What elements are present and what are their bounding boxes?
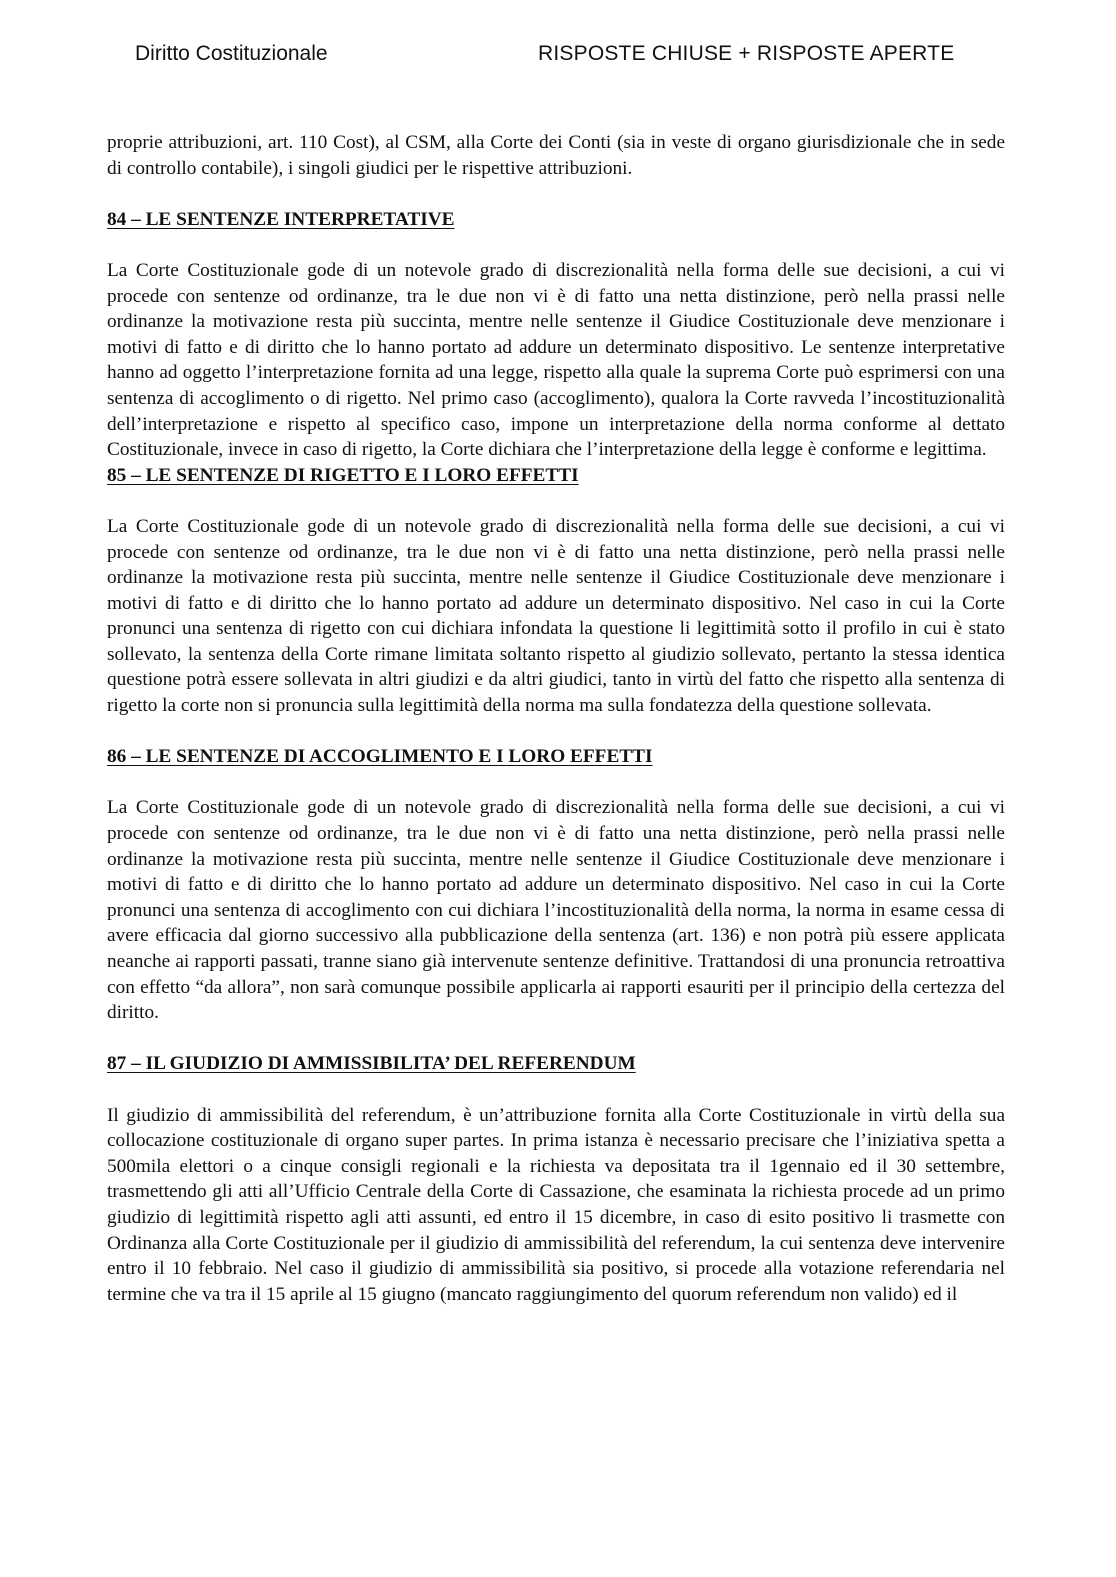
section-85-body: La Corte Costituzionale gode di un notevole grado di discrezionalità nella forma delle sue decisioni, a cui vi procede con sentenze od ordinanze, tra le due non vi è di fatto una netta distinzione, però nella prassi nelle ordinanze la motivazione resta più succinta, mentre nelle sentenze il Giudice Costituzionale deve menzionare i motivi di fatto e di diritto che lo hanno portato ad addure un determinato dispositivo. Nel caso in cui la Corte pronunci una sentenza di rigetto con cui dichiara infondata la questione li legittimità sotto il profilo in cui è stato sollevato, la sentenza della Corte rimane limitata soltanto rispetto al giudizio sollevato, pertanto la stessa identica questione potrà essere sollevata in altri giudizi e da altri giudici, tanto in virtù del fatto che rispetto alla sentenza di rigetto la corte non si pronuncia sulla legittimità della norma ma sulla fondatezza della questione sollevata. xyxy=(107,515,1005,717)
section-84-title: 84 – LE SENTENZE INTERPRETATIVE xyxy=(107,208,455,230)
section-86-body: La Corte Costituzionale gode di un notevole grado di discrezionalità nella forma delle sue decisioni, a cui vi procede con sentenze od ordinanze, tra le due non vi è di fatto una netta distinzione, però nella prassi nelle ordinanze la motivazione resta più succinta, mentre nelle sentenze il Giudice Costituzionale deve menzionare i motivi di fatto e di diritto che lo hanno portato ad addure un determinato dispositivo. Nel caso in cui la Corte pronunci una sentenza di accoglimento con cui dichiara l’incostituzionalità della norma, la norma in esame cessa di avere efficacia dal giorno successivo alla pubblicazione della sentenza (art. 136) e non potrà più essere applicata neanche ai rapporti passati, tranne siano già intervenute sentenze definitive. Trattandosi di una pronuncia retroattiva con effetto “da allora”, non sarà comunque possibile applicarla ai rapporti esauriti per il principio della certezza del diritto. xyxy=(107,797,1005,1024)
page-header xyxy=(0,42,1116,72)
intro-paragraph: proprie attribuzioni, art. 110 Cost), al CSM, alla Corte dei Conti (sia in veste di organo giurisdizionale che in sede di controllo contabile), i singoli giudici per le rispettive attribuzioni. xyxy=(107,132,1005,179)
section-87-body: Il giudizio di ammissibilità del referendum, è un’attribuzione fornita alla Corte Costituzionale in virtù della sua collocazione costituzionale di organo super partes. In prima istanza è necessario precisare che l’iniziativa spetta a 500mila elettori o a cinque consigli regionali e la richiesta va depositata tra il 1gennaio ed il 30 settembre, trasmettendo gli atti all’Ufficio Centrale della Corte di Cassazione, che esaminata la richiesta procede ad un primo giudizio di legittimità rispetto agli atti assunti, ed entro il 15 dicembre, in caso di esito positivo li trasmette con Ordinanza alla Corte Costituzionale per il giudizio di ammissibilità del referendum, la cui sentenza deve intervenire entro il 10 febbraio. Nel caso il giudizio di ammissibilità sia positivo, si procede alla votazione referendaria nel termine che va tra il 15 aprile al 15 giugno (mancato raggiungimento del quorum referendum non valido) ed il xyxy=(107,1104,1005,1305)
section-86-title: 86 – LE SENTENZE DI ACCOGLIMENTO E I LORO EFFETTI xyxy=(107,746,653,768)
section-87-title: 87 – IL GIUDIZIO DI AMMISSIBILITA’ DEL REFERENDUM xyxy=(107,1053,636,1075)
header-subject: Diritto Costituzionale xyxy=(135,42,328,65)
section-84-body: La Corte Costituzionale gode di un notevole grado di discrezionalità nella forma delle sue decisioni, a cui vi procede con sentenze od ordinanze, tra le due non vi è di fatto una netta distinzione, però nella prassi nelle ordinanze la motivazione resta più succinta, mentre nelle sentenze il Giudice Costituzionale deve menzionare i motivi di fatto e di diritto che lo hanno portato ad addure un determinato dispositivo. Le sentenze interpretative hanno ad oggetto l’interpretazione fornita ad una legge, rispetto alla quale la suprema Corte può esprimersi con una sentenza di accoglimento o di rigetto. Nel primo caso (accoglimento), qualora la Corte ravveda l’incostituzionalità dell’interpretazione e rispetto al specifico caso, impone un interpretazione della norma conforme al dettato Costituzionale, invece in caso di rigetto, la Corte dichiara che l’interpretazione della legge è conforme e legittima. xyxy=(107,259,1005,461)
section-85-title: 85 – LE SENTENZE DI RIGETTO E I LORO EFFETTI xyxy=(107,464,579,486)
header-section: RISPOSTE CHIUSE + RISPOSTE APERTE xyxy=(538,42,955,65)
document-body xyxy=(107,130,1005,1307)
